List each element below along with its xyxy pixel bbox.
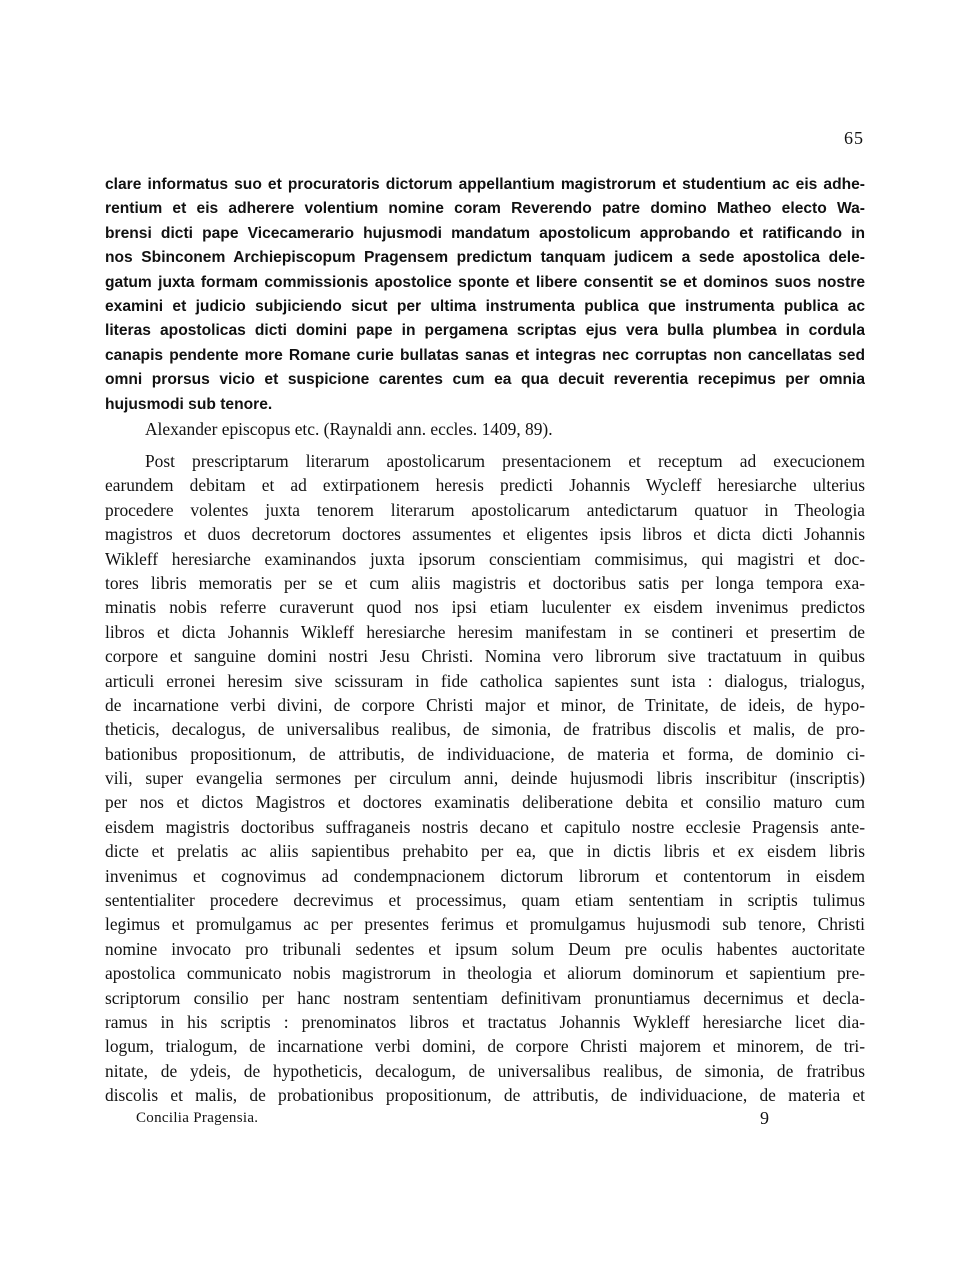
text-line: dicte et prelatis ac aliis sapientibus prehabito per ea, que in dictis libris et ex eisdem libris [105, 841, 865, 862]
text-line: Post prescriptarum literarum apostolicarum presentacionem et receptum ad execucionem [145, 451, 865, 471]
text-line: gatum juxta formam commissionis apostolice sponte et libere consentit se et dominos suos nostre [105, 273, 865, 291]
text-line: canapis pendente more Romane curie bullatas sanas et integras nec corruptas non cancellatas sed [105, 346, 865, 364]
text-line: scriptorum consilio per hanc nostram sententiam definitivam pronuntiamus decernimus et decla- [105, 987, 865, 1008]
paragraph-2 [105, 449, 865, 1108]
text-line: libros et dicta Johannis Wikleff heresiarche heresim manifestam in se contineri et presertim de [105, 621, 865, 642]
paragraph-1 [105, 173, 865, 441]
text-line: articuli erronei heresim sive scissuram in fide catholica sapientes sunt ista : dialogus, trialogus, [105, 670, 865, 691]
text-line: invenimus et cognovimus ad condempnacionem dictorum librorum et contentorum in eisdem [105, 865, 865, 886]
text-line: omni prorsus vicio et suspicione carentes cum ea qua decuit reverentia recepimus per omnia [105, 371, 865, 389]
text-line: earundem debitam et ad extirpationem heresis predicti Johannis Wycleff heresiarche ulterius [105, 475, 865, 496]
source-title: Concilia Pragensia. [136, 1110, 259, 1126]
text-line: Wikleff heresiarche examinandos juxta ipsorum conscientiam commisimus, qui magistri et doc- [105, 548, 865, 569]
text-line: procedere volentes juxta tenorem literarum apostolicarum antedictarum quatuor in Theologia [105, 499, 865, 520]
text-line: nitate, de ydeis, de hypotheticis, decalogum, de universalibus realibus, de simonia, de fratribus [105, 1060, 865, 1081]
text-line: logum, trialogum, de incarnatione verbi domini, de corpore Christi majorem et minorem, de tri- [105, 1036, 865, 1057]
text-line: discolis et malis, de probationibus propositionum, de attributis, de individuacione, de materia et [105, 1085, 865, 1106]
text-line: per nos et dictos Magistros et doctores examinatis deliberatione debita et consilio maturo cum [105, 792, 865, 813]
text-line: brensi dicti pape Vicecamerario hujusmodi mandatum apostolicum approbando et ratificando in [105, 224, 865, 242]
text-line: literas apostolicas dicti domini pape in pergamena scriptas ejus vera bulla plumbea in cordula [105, 322, 865, 340]
text-line: sententialiter procedere decrevimus et processimus, quam etiam sententiam in scriptis tulimus [105, 890, 865, 911]
text-line: theticis, decalogus, de universalibus realibus, de simonia, de fratribus discolis et malis, de pro- [105, 719, 865, 740]
text-line: apostolica communicato nobis magistrorum in theologia et aliorum dominorum et sapientium pre- [105, 963, 865, 984]
text-line: ramus in his scriptis : prenominatos libros et tractatus Johannis Wykleff heresiarche licet dia- [105, 1011, 865, 1032]
text-line: nomine invocato pro tribunali sedentes et ipsum solum Deum pre oculis habentes auctoritate [105, 938, 865, 959]
text-line: magistros et duos decretorum doctores assumentes et eligentes ipsis libros et dicta dicti Johannis [105, 524, 865, 545]
text-line: minatis nobis referre curaverunt quod nos ipsi etiam luculenter ex eisdem invenimus predictos [105, 597, 865, 618]
text-line: hujusmodi sub tenore. [105, 395, 273, 413]
text-line: corpore et sanguine domini nostri Jesu Christi. Nomina vero librorum sive tractatuum in quibus [105, 646, 865, 667]
text-line: examini et judicio subjiciendo sicut per ultima instrumenta publica que instrumenta publica ac [105, 297, 865, 315]
text-line: clare informatus suo et procuratoris dictorum appellantium magistrorum et studentium ac eis adhe- [105, 176, 865, 193]
text-line: nos Sbinconem Archiepiscopum Pragensem predictum tanquam judicem a sede apostolica dele- [105, 249, 865, 267]
citation-line: Alexander episcopus etc. (Raynaldi ann. eccles. 1409, 89). [145, 418, 553, 439]
text-line: legimus et promulgamus ac per presentes ferimus et promulgamus hujusmodi sub tenore, Christi [105, 914, 865, 935]
text-line: tores libris memoratis per se et cum aliis magistris et doctoribus satis per longa tempora exa- [105, 572, 865, 593]
text-line: rentium et eis adherere volentium nomine coram Reverendo patre domino Matheo electo Wa- [105, 200, 865, 218]
page-number: 65 [844, 128, 864, 148]
text-line: bationibus propositionum, de attributis, de individuacione, de materia et forma, de dominio ci- [105, 743, 865, 764]
text-line: vili, super evangelia sermones per circulum anni, deinde hujusmodi libris inscribitur (inscriptis) [105, 768, 865, 789]
text-line: de incarnatione verbi divini, de corpore Christi major et minor, de Trinitate, de ideis, de hypo- [105, 694, 865, 715]
text-line: eisdem magistris doctoribus suffraganeis nostris decano et capitulo nostre ecclesie Pragensis ante- [105, 816, 865, 837]
signature-mark: 9 [760, 1108, 769, 1128]
